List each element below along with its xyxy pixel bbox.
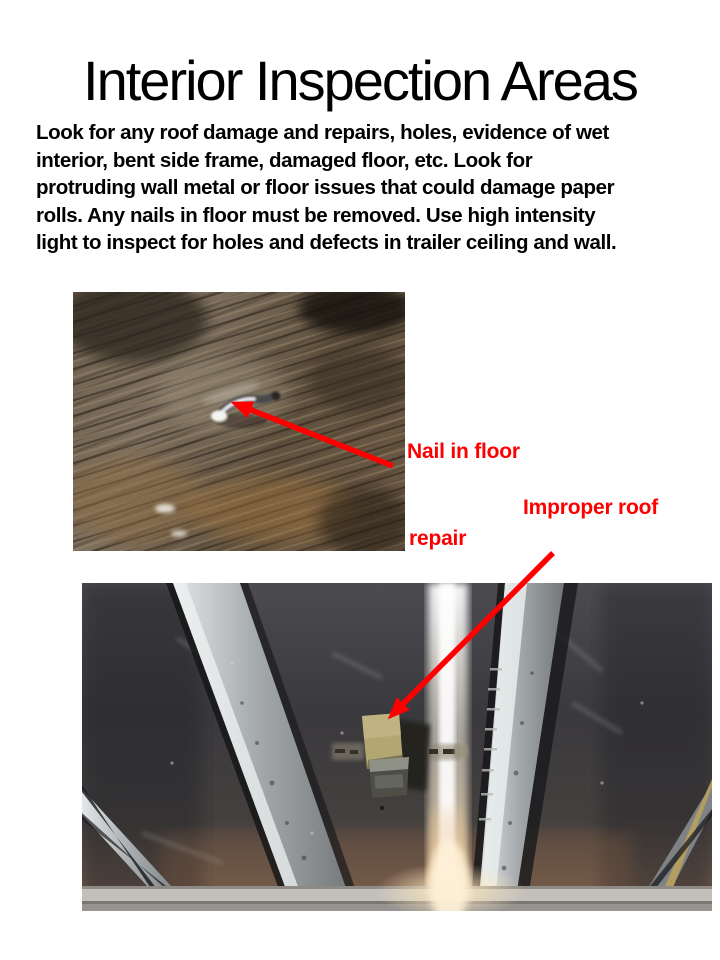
- intro-line-2: interior, bent side frame, damaged floor, etc. Look for: [36, 148, 533, 172]
- ceiling-art: [82, 583, 712, 911]
- improper-roof-repair-photo: [82, 583, 712, 911]
- page-title: Interior Inspection Areas: [83, 49, 637, 112]
- improper-roof-repair-label-line2: repair: [409, 527, 467, 550]
- intro-paragraph: [36, 119, 616, 257]
- intro-line-3: protruding wall metal or floor issues that could damage paper: [36, 176, 615, 199]
- nail-in-floor-label: Nail in floor: [407, 440, 520, 463]
- nail-art: [73, 292, 405, 551]
- nail-in-floor-photo: [73, 292, 405, 551]
- improper-roof-repair-label-line1: Improper roof: [523, 496, 659, 519]
- intro-line-5: light to inspect for holes and defects in trailer ceiling and wall.: [36, 231, 617, 254]
- intro-line-1: Look for any roof damage and repairs, holes, evidence of wet: [36, 121, 609, 144]
- intro-line-4: rolls. Any nails in floor must be removed. Use high intensity: [36, 203, 596, 227]
